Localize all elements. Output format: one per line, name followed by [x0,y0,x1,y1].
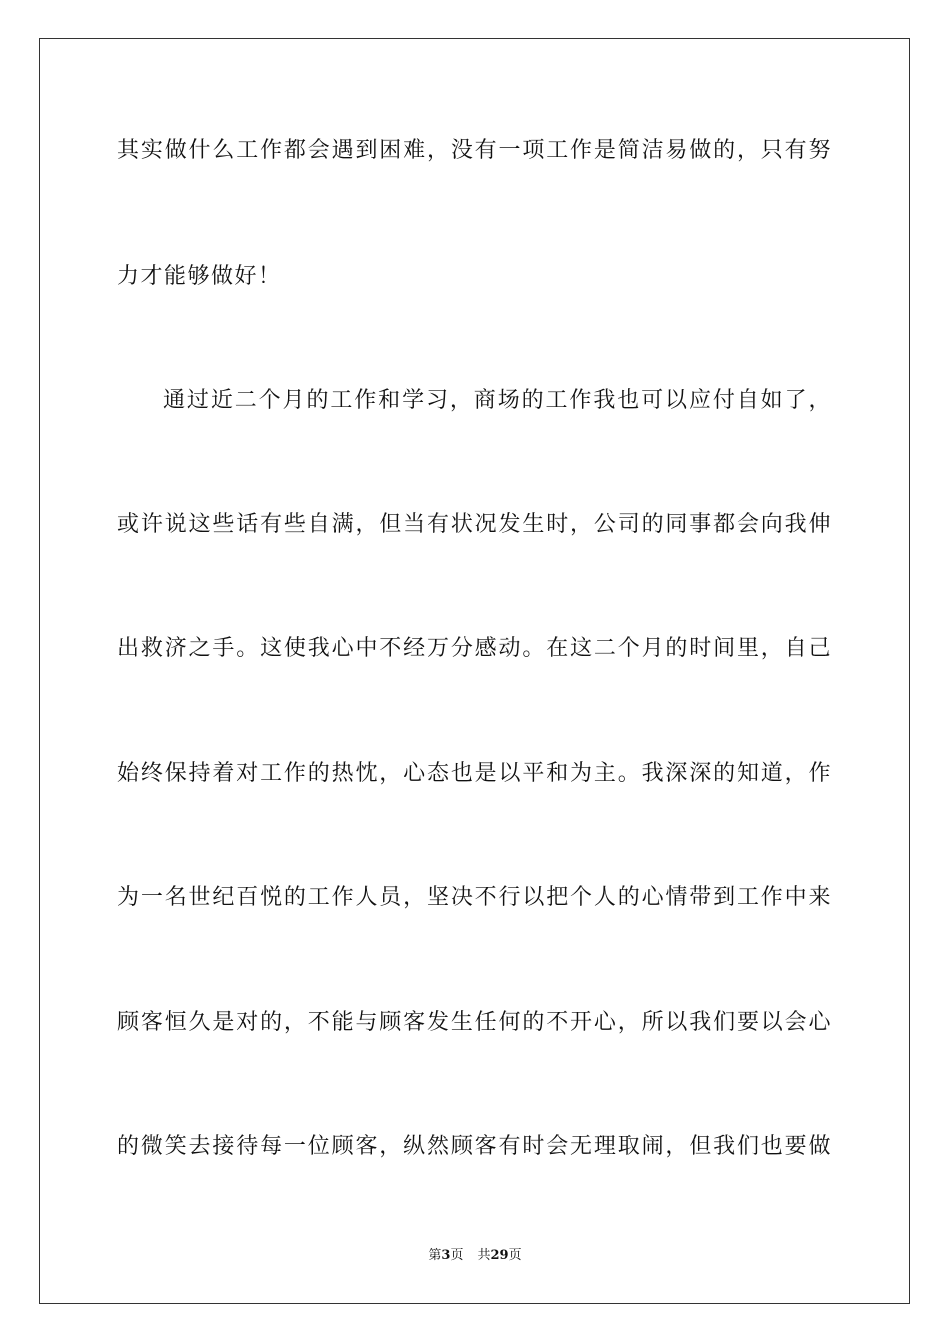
paragraph-line-2: 力才能够做好！ [117,264,282,289]
paragraph-line-3: 通过近二个月的工作和学习，商场的工作我也可以应付自如了， [163,388,832,413]
paragraph-line-6: 始终保持着对工作的热忱，心态也是以平和为主。我深深的知道，作 [117,761,832,786]
total-suffix: 页 [508,1248,522,1263]
paragraph-line-5: 出救济之手。这使我心中不经万分感动。在这二个月的时间里，自己 [117,636,832,661]
total-prefix: 共 [477,1248,491,1263]
paragraph-line-1: 其实做什么工作都会遇到困难，没有一项工作是简洁易做的，只有努 [117,138,832,163]
page-suffix: 页 [450,1248,464,1263]
paragraph-line-7: 为一名世纪百悦的工作人员，坚决不行以把个人的心情带到工作中来 [117,885,832,910]
page-number: 3 [441,1248,451,1263]
paragraph-line-9: 的微笑去接待每一位顾客，纵然顾客有时会无理取闹，但我们也要做 [117,1134,832,1159]
page-border [39,38,910,1304]
page-footer [0,1247,950,1265]
paragraph-line-8: 顾客恒久是对的，不能与顾客发生任何的不开心，所以我们要以会心 [117,1010,832,1035]
page-prefix: 第 [428,1248,442,1263]
total-pages: 29 [490,1248,509,1263]
paragraph-line-4: 或许说这些话有些自满，但当有状况发生时，公司的同事都会向我伸 [117,512,832,537]
